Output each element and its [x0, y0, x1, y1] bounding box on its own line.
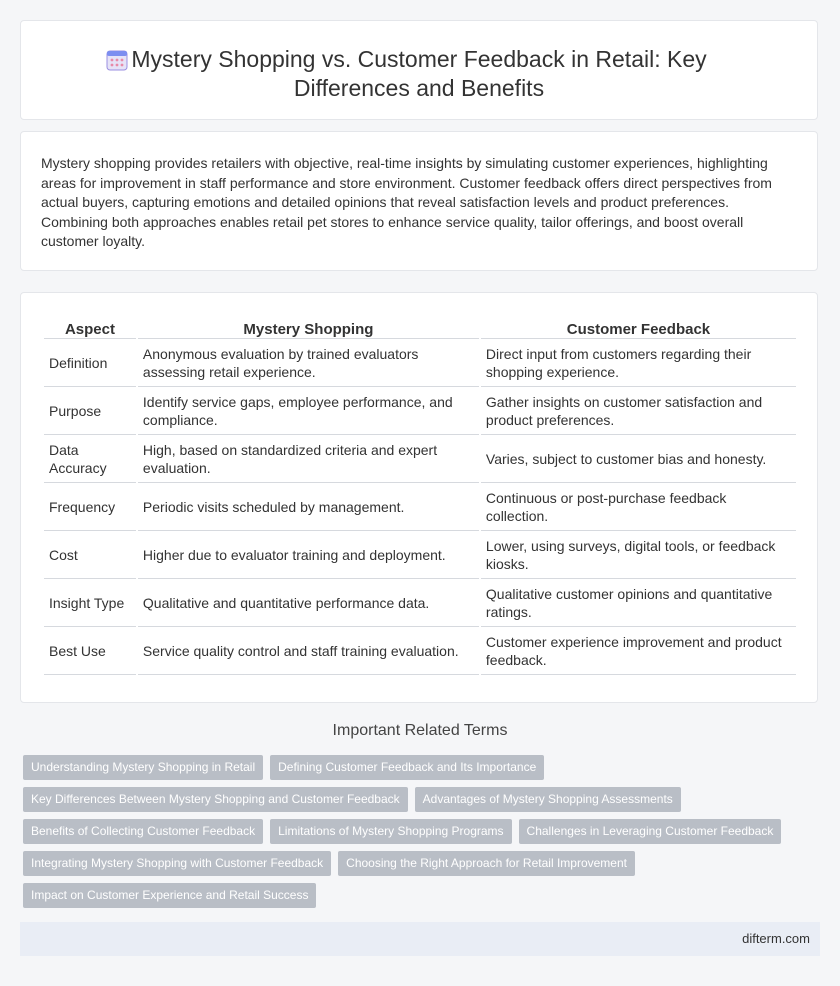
table-row	[44, 579, 796, 627]
table-row	[44, 627, 796, 675]
intro-paragraph: Mystery shopping provides retailers with objective, real-time insights by simulating customer experiences, highlighting areas for improvement in staff performance and store environment. Customer feedback offers direct perspectives from actual buyers, capturing emotions and detailed opinions that reveal satisfaction levels and product preferences. Combining both approaches enables retail pet stores to enhance service quality, tailor offerings, and boost overall customer loyalty.	[41, 155, 772, 249]
row-customer-feedback: Customer experience improvement and product feedback.	[481, 627, 796, 675]
row-customer-feedback: Qualitative customer opinions and quantitative ratings.	[481, 579, 796, 627]
related-terms-heading: Important Related Terms	[332, 722, 508, 739]
table-row	[44, 531, 796, 579]
table-row	[44, 435, 796, 483]
row-customer-feedback: Direct input from customers regarding their shopping experience.	[481, 339, 796, 387]
related-term-tag[interactable]: Challenges in Leveraging Customer Feedback	[519, 819, 782, 844]
row-aspect: Data Accuracy	[44, 435, 136, 483]
table-header-row	[44, 312, 796, 339]
related-term-tag[interactable]: Integrating Mystery Shopping with Customer Feedback	[23, 851, 331, 876]
related-term-tag[interactable]: Impact on Customer Experience and Retail Success	[23, 883, 316, 908]
row-customer-feedback: Lower, using surveys, digital tools, or feedback kiosks.	[481, 531, 796, 579]
comparison-card	[20, 292, 818, 703]
row-mystery-shopping: Higher due to evaluator training and deployment.	[138, 531, 479, 579]
related-terms-list	[23, 755, 813, 915]
header-customer-feedback: Customer Feedback	[481, 312, 796, 339]
footer	[20, 922, 820, 956]
intro-card	[20, 131, 818, 271]
related-term-tag[interactable]: Limitations of Mystery Shopping Programs	[270, 819, 511, 844]
row-aspect: Best Use	[44, 627, 136, 675]
row-mystery-shopping: Qualitative and quantitative performance data.	[138, 579, 479, 627]
row-aspect: Purpose	[44, 387, 136, 435]
related-term-tag[interactable]: Advantages of Mystery Shopping Assessments	[415, 787, 681, 812]
related-term-tag[interactable]: Key Differences Between Mystery Shopping and Customer Feedback	[23, 787, 408, 812]
header-mystery-shopping: Mystery Shopping	[138, 312, 479, 339]
related-term-tag[interactable]: Benefits of Collecting Customer Feedback	[23, 819, 263, 844]
row-mystery-shopping: Anonymous evaluation by trained evaluators assessing retail experience.	[138, 339, 479, 387]
comparison-table	[42, 312, 798, 675]
related-term-tag[interactable]: Choosing the Right Approach for Retail Improvement	[338, 851, 635, 876]
table-row	[44, 483, 796, 531]
row-mystery-shopping: Periodic visits scheduled by management.	[138, 483, 479, 531]
row-customer-feedback: Gather insights on customer satisfaction and product preferences.	[481, 387, 796, 435]
row-mystery-shopping: Identify service gaps, employee performance, and compliance.	[138, 387, 479, 435]
footer-site-link[interactable]: difterm.com	[742, 931, 810, 946]
row-aspect: Insight Type	[44, 579, 136, 627]
related-term-tag[interactable]: Understanding Mystery Shopping in Retail	[23, 755, 263, 780]
row-aspect: Cost	[44, 531, 136, 579]
related-term-tag[interactable]: Defining Customer Feedback and Its Importance	[270, 755, 544, 780]
table-row	[44, 339, 796, 387]
title-card	[20, 20, 818, 120]
page-title: Mystery Shopping vs. Customer Feedback in Retail: Key Differences and Benefits	[131, 46, 707, 101]
row-mystery-shopping: Service quality control and staff training evaluation.	[138, 627, 479, 675]
row-aspect: Definition	[44, 339, 136, 387]
row-mystery-shopping: High, based on standardized criteria and expert evaluation.	[138, 435, 479, 483]
table-row	[44, 387, 796, 435]
row-customer-feedback: Varies, subject to customer bias and honesty.	[481, 435, 796, 483]
row-customer-feedback: Continuous or post-purchase feedback collection.	[481, 483, 796, 531]
row-aspect: Frequency	[44, 483, 136, 531]
header-aspect: Aspect	[44, 312, 136, 339]
